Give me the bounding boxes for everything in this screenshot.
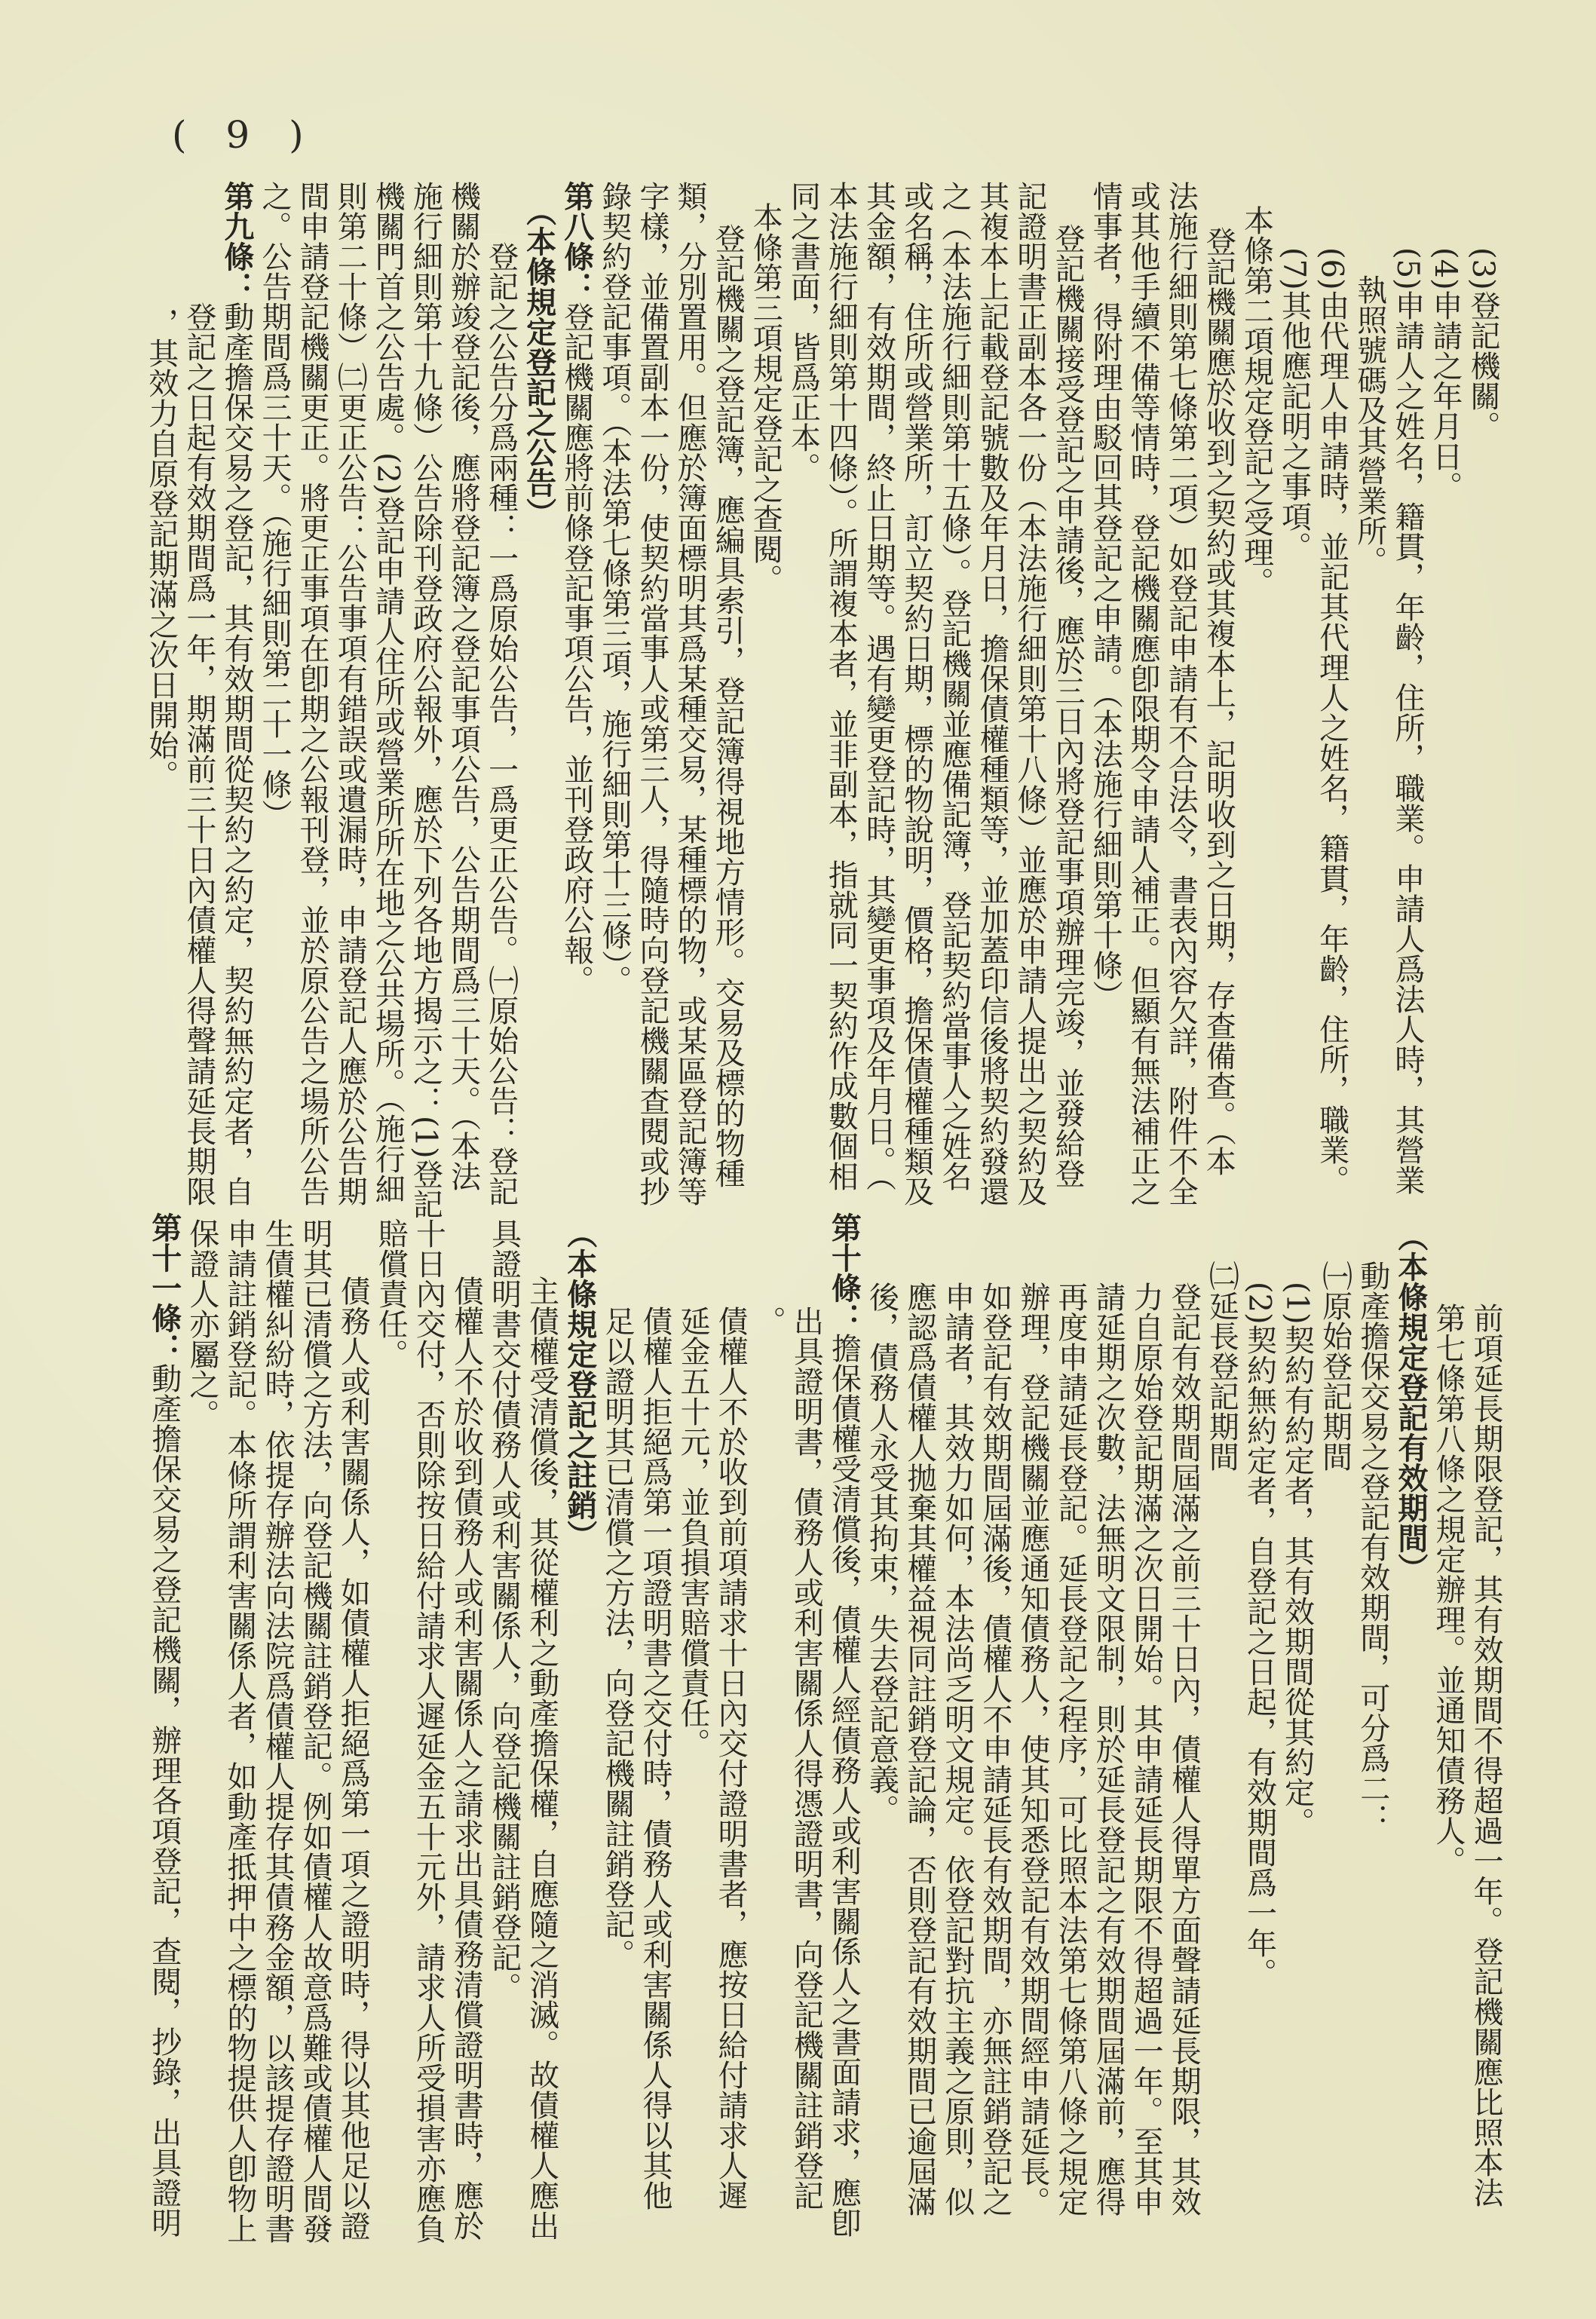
column-text: 主債權受清償後，其從權利之動產擔保權，自應隨之消滅。故債權人應出 [524, 1276, 559, 2241]
heading-text: （本條規定登記之註銷） [562, 1218, 598, 1550]
lower-text-column [1467, 1303, 1505, 2207]
column-text: ㈠原始登記期間 [1317, 1261, 1352, 1472]
upper-text-column [1162, 181, 1199, 1206]
lower-text-column [1127, 1282, 1165, 2216]
lower-text-column [523, 1276, 561, 2241]
upper-text-column [1313, 247, 1351, 1195]
column-text: 足以證明其已清償之方法，向登記機關註銷登記。 [599, 1306, 635, 1969]
lower-text-column [447, 1276, 485, 2241]
column-text: 執照號碼及其營業所。 [1352, 274, 1387, 576]
upper-text-column [1124, 181, 1162, 1206]
lower-section-heading [561, 1218, 599, 1550]
column-text: 本條第二項規定登記之受理。 [1239, 205, 1274, 597]
article-number: 第十條： [826, 1212, 862, 1333]
upper-text-column [482, 241, 519, 1206]
lower-text-column [372, 1218, 409, 1369]
column-text: 字樣，並備置副本一份，使契約當事人或第三人，得隨時向登記機關查閱或抄 [634, 181, 669, 1206]
column-text: 類，分別置用。但應於簿面標明其爲某種交易，某種標的物，或某區登記簿等 [672, 181, 708, 1206]
upper-text-column [671, 181, 709, 1206]
column-text: 第七條第八條之規定辦理。並通知債務人。 [1430, 1303, 1466, 1876]
column-text: 保證人亦屬之。 [184, 1218, 219, 1429]
column-text: (2)契約無約定者，自登記之日起，有效期間爲一年。 [1242, 1282, 1277, 1988]
column-text: 之（本法施行細則第十五條）。登記機關並應備記簿，登記契約當事人之姓名 [936, 181, 972, 1191]
column-text: 債權人不於收到前項請求十日內交付證明書者，應按日給付請求人遲 [713, 1306, 749, 2210]
upper-text-column [1464, 247, 1502, 441]
column-text: ㈡延長登記期間 [1204, 1261, 1239, 1472]
upper-text-column [1086, 181, 1124, 1010]
column-text: 登記機關應將前條登記事項公告，並刊登政府公報。 [559, 302, 594, 995]
column-text: 前項延長期限登記，其有效期間不得超過一年。登記機關應比照本法 [1469, 1303, 1503, 2207]
upper-text-column [256, 181, 293, 829]
column-text: 再度申請延長登記。延長登記之程序，可比照本法第七條第八條之規定 [1052, 1282, 1088, 2216]
lower-text-column [259, 1218, 296, 2244]
upper-text-column [1351, 274, 1389, 576]
upper-text-column [1199, 226, 1237, 1176]
lower-text-column [1165, 1282, 1202, 2216]
column-text: 如登記有效期間屆滿後，債權人不申請延長有效期間，亦無註銷登記之 [977, 1282, 1012, 2216]
upper-text-column [1011, 181, 1049, 1206]
upper-text-column [1426, 247, 1464, 501]
column-text: 間申請登記機關更正。將更正事項在卽期之公報刊登，並於原公告之場所公告 [295, 181, 330, 1206]
upper-text-column [1275, 247, 1313, 562]
upper-text-column [709, 223, 746, 1188]
lower-text-column [1278, 1282, 1316, 1837]
upper-section-heading [520, 196, 558, 528]
column-text: 後，債務人永受其拘束，失去登記意義。 [864, 1282, 899, 1824]
column-text: (3)登記機關。 [1466, 247, 1500, 441]
lower-text-column [674, 1306, 712, 1758]
upper-text-column [822, 181, 859, 1191]
column-text: 登記機關之登記簿，應編具索引，登記簿得視地方情形。交易及標的物種 [710, 223, 746, 1188]
lower-text-column [409, 1218, 447, 2244]
lower-text-column [862, 1282, 900, 1824]
upper-text-column [973, 181, 1011, 1206]
column-text: 登記之日起有效期間爲一年，期滿前三十日內債權人得聲請延長期限 [181, 302, 216, 1206]
upper-text-column [406, 181, 444, 1219]
upper-text-column [633, 181, 671, 1206]
lower-text-column [334, 1276, 372, 2241]
column-text: 辦理，登記機關並應通知債務人，使其知悉登記有效期間經申請延長。 [1015, 1282, 1050, 2216]
lower-text-column [1429, 1303, 1467, 1876]
column-text: 本條第三項規定登記之查閱。 [748, 202, 783, 594]
column-text: 其金額，有效期間，終止日期等。遇有變更登記時，其變更事項及年月日。（ [861, 181, 896, 1191]
upper-article-column [558, 181, 596, 995]
column-text: 登記之公告分爲兩種：一爲原始公告，一爲更正公告。㈠原始公告：登記 [483, 241, 519, 1206]
column-text: 十日內交付，否則除按日給付請求人遲延金五十元外，請求人所受損害亦應負 [411, 1218, 446, 2244]
column-text: 賠償責任。 [373, 1218, 409, 1369]
column-text: 申請者，其效力如何，本法尚乏明文規定。依登記對抗主義之原則，似 [939, 1282, 975, 2216]
lower-text-column [787, 1306, 825, 2210]
column-text: (7)其他應記明之事項。 [1276, 247, 1312, 562]
article-number: 第十一條： [146, 1212, 182, 1363]
lower-text-column [1089, 1282, 1127, 2216]
page-number: ( 9 ) [172, 113, 317, 157]
lower-article-column [825, 1212, 862, 2238]
lower-text-column [296, 1218, 334, 2244]
lower-text-block [146, 1212, 1505, 2244]
upper-text-column [369, 181, 406, 1204]
column-text: 力自原始登記期滿之次日開始。其申請延長期限不得超過一年。至其申 [1129, 1282, 1164, 2216]
column-text: 生債權糾紛時，依提存辦法向法院爲債權人提存其債務金額，以該提存證明書 [260, 1218, 295, 2244]
column-text: 登記機關應於收到之契約或其複本上，記明收到之日期，存查備查。（本 [1201, 226, 1236, 1176]
column-text: 動產擔保交易之登記，其有效期間從契約之約定，契約無約定者，自 [219, 302, 254, 1206]
lower-article-column [146, 1212, 183, 2238]
column-text: 具證明書交付債務人或利害關係人，向登記機關註銷登記。 [486, 1218, 522, 2002]
lower-text-column [599, 1306, 636, 1969]
column-text: 擔保債權受清償後，債權人經債務人或利害關係人之書面請求，應卽 [826, 1333, 862, 2238]
upper-text-column [596, 181, 633, 995]
upper-text-column [1389, 247, 1426, 1195]
lower-text-column [712, 1306, 749, 2210]
column-text: 同之書面，皆爲正本。 [786, 181, 821, 482]
column-text: 債權人拒絕爲第一項證明書之交付時，債務人或利害關係人得以其他 [637, 1306, 672, 2210]
column-text: 法施行細則第七條第二項）如登記申請有不合法令，書表內容欠詳，附件不全 [1163, 181, 1199, 1206]
column-text: 應認爲債權人拋棄其權益視同註銷登記論，否則登記有效期間已逾屆滿 [902, 1282, 937, 2216]
column-text: 記證明書正副本各一份（本法施行細則第十八條）並應於申請人提出之契約及 [1012, 181, 1047, 1206]
column-text: 機關於辦竣登記後，應將登記簿之登記事項公告，公告期間爲三十天。（本法 [446, 181, 481, 1191]
lower-section-heading [1392, 1221, 1429, 1583]
column-text: (6)由代理人申請時，並記其代理人之姓名，籍貫，年齡，住所，職業。 [1314, 247, 1349, 1195]
column-text: 明其已清償之方法，向登記機關註銷登記。例如債權人故意爲難或債權人間發 [298, 1218, 333, 2244]
lower-text-column [1316, 1261, 1354, 1472]
upper-text-column [936, 181, 973, 1191]
column-text: 延金五十元，並負損害賠償責任。 [675, 1306, 711, 1758]
heading-text: （本條規定登記之公告） [521, 196, 557, 528]
column-text: 或其他手續不備等情時，登記機關應卽限期令申請人補正。但顯有無法補正之 [1126, 181, 1161, 1206]
lower-text-column [976, 1282, 1014, 2216]
column-text: 機關門首之公告處。(2)登記申請人住所或營業所所在地之公共場所。（施行細 [370, 181, 406, 1204]
lower-text-column [939, 1282, 976, 2216]
column-text: 登記有效期間屆滿之前三十日內，債權人得單方面聲請延長期限，其效 [1166, 1282, 1202, 2216]
upper-text-column [142, 308, 180, 790]
column-text: 錄契約登記事項。（本法第七條第三項，施行細則第十三條）。 [596, 181, 632, 995]
article-number: 第八條： [559, 181, 595, 302]
upper-text-column [784, 181, 822, 482]
lower-text-column [1240, 1282, 1278, 1988]
column-text: 之。公告期間爲三十天。（施行細則第二十一條） [257, 181, 292, 829]
column-text: (5)申請人之姓名，籍貫，年齡，住所，職業。申請人爲法人時，其營業 [1389, 247, 1425, 1195]
article-number: 第九條： [219, 181, 255, 302]
upper-text-column [859, 181, 897, 1191]
column-text: 或名稱，住所或營業所，訂立契約日期，標的物說明，價格，擔保債權種類及 [899, 181, 934, 1206]
column-text: (4)申請之年月日。 [1427, 247, 1463, 501]
upper-text-column [1237, 205, 1275, 597]
lower-text-column [1354, 1261, 1392, 1833]
column-text: 本法施行細則第十四條）。所謂複本者，並非副本，指就同一契約作成數個相 [823, 181, 859, 1191]
column-text: 申請註銷登記。本條所謂利害關係人者，如動產抵押中之標的物提供人卽物上 [222, 1218, 257, 2244]
column-text: (1)契約有約定者，其有效期間從其約定。 [1279, 1282, 1315, 1837]
column-text: 動產擔保交易之登記有效期間，可分爲二： [1355, 1261, 1390, 1833]
column-text: 情事者，得附理由駁回其登記之申請。（本法施行細則第十條） [1088, 181, 1123, 1010]
upper-text-column [746, 202, 784, 594]
lower-text-column [183, 1218, 221, 1429]
lower-text-column [901, 1282, 939, 2216]
upper-text-column [1049, 223, 1086, 1188]
column-text: ，其效力自原登記期滿之次日開始。 [143, 308, 179, 790]
lower-text-column [1202, 1261, 1240, 1472]
upper-text-column [331, 181, 369, 1206]
column-text: 。 [751, 1306, 786, 1336]
upper-text-column [444, 181, 482, 1191]
column-text: 登記機關接受登記之申請後，應於三日內將登記事項辦理完竣，並發給登 [1049, 223, 1085, 1188]
column-text: 則第二十條）㈡更正公告：公告事項有錯誤或遺漏時，申請登記人應於公告期 [332, 181, 368, 1206]
column-text: 債權人不於收到債務人或利害關係人之請求出具債務清償證明書時，應於 [449, 1276, 484, 2241]
column-text: 出具證明書，債務人或利害關係人得憑證明書，向登記機關註銷登記 [789, 1306, 824, 2210]
column-text: 債務人或利害關係人，如債權人拒絕爲第一項之證明時，得以其他足以證 [335, 1276, 371, 2241]
upper-text-column [898, 181, 936, 1206]
lower-text-column [1014, 1282, 1052, 2216]
upper-text-block [142, 181, 1502, 1219]
heading-text: （本條規定登記有效期間） [1392, 1221, 1429, 1583]
lower-text-column [221, 1218, 259, 2244]
column-text: 動產擔保交易之登記機關，辦理各項登記，查閱，抄錄，出具證明 [146, 1363, 182, 2238]
upper-text-column [293, 181, 331, 1206]
lower-text-column [636, 1306, 674, 2210]
lower-text-column [1052, 1282, 1089, 2216]
column-text: 請延期之次數，法無明文限制，則於延長登記之有效期間屆滿前，應得 [1091, 1282, 1126, 2216]
lower-text-column [749, 1306, 787, 1336]
column-text: 施行細則第十九條）公告除刊登政府公報外，應於下列各地方揭示之：(1)登記 [408, 181, 443, 1219]
upper-text-column [180, 302, 218, 1206]
column-text: 其複本上記載登記號數及年月日，擔保債權種類等，並加蓋印信後將契約發還 [974, 181, 1009, 1206]
lower-text-column [485, 1218, 522, 2002]
upper-article-column [218, 181, 256, 1206]
